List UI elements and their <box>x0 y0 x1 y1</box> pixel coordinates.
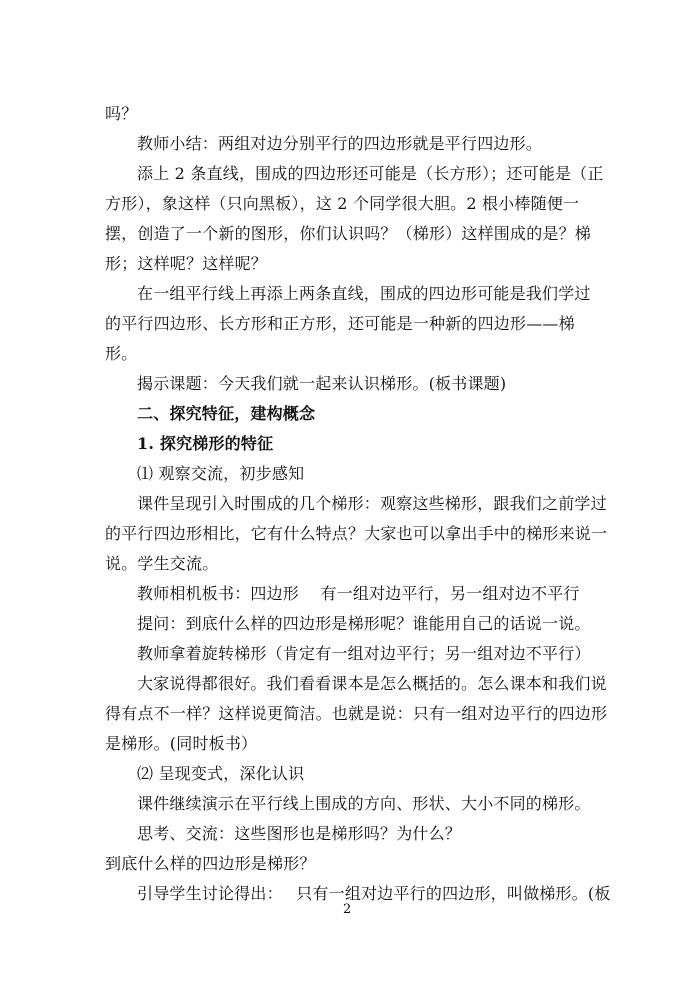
section-heading: 二、探究特征，建构概念 <box>137 404 316 423</box>
text-line-5: 摆，创造了一个新的图形，你们认识吗？（梯形）这样围成的是？梯 <box>105 224 592 243</box>
text-line-15: 的平行四边形相比，它有什么特点？大家也可以拿出手中的梯形来说一 <box>105 524 608 543</box>
text-line-26: 到底什么样的四边形是梯形？ <box>105 854 316 873</box>
text-line-22: 是梯形。(同时板书） <box>105 734 258 753</box>
page-number: 2 <box>343 902 352 917</box>
text-line-8: 的平行四边形、长方形和正方形，还可能是一种新的四边形——梯 <box>105 314 575 333</box>
text-line-4: 方形），象这样（只向黑板），这 2 个同学很大胆。2 根小棒随便一 <box>105 194 580 213</box>
text-line-10: 揭示课题：今天我们就一起来认识梯形。(板书课题) <box>137 374 507 393</box>
text-line-14: 课件呈现引入时围成的几个梯形：观察这些梯形，跟我们之前学过 <box>137 494 607 513</box>
text-line-27: 引导学生讨论得出： 只有一组对边平行的四边形，叫做梯形。(板 <box>137 884 611 903</box>
text-line-25: 思考、交流：这些图形也是梯形吗？为什么？ <box>137 824 462 843</box>
text-line-7: 在一组平行线上再添上两条直线，围成的四边形可能是我们学过 <box>137 284 591 303</box>
text-line-9: 形。 <box>105 344 138 363</box>
subsection-heading: 1. 探究梯形的特征 <box>137 434 274 453</box>
text-line-3: 添上 2 条直线，围成的四边形还可能是（长方形）；还可能是（正 <box>137 164 604 183</box>
text-line-17: 教师相机板书：四边形 有一组对边平行，另一组对边不平行 <box>137 584 580 603</box>
text-line-20: 大家说得都很好。我们看看课本是怎么概括的。怎么课本和我们说 <box>137 674 607 693</box>
text-line-1: 吗？ <box>105 104 138 123</box>
text-line-18: 提问：到底什么样的四边形是梯形呢？谁能用自己的话说一说。 <box>137 614 591 633</box>
text-line-13: ⑴ 观察交流，初步感知 <box>137 464 305 483</box>
text-line-6: 形；这样呢？这样呢？ <box>105 254 268 273</box>
text-line-24: 课件继续演示在平行线上围成的方向、形状、大小不同的梯形。 <box>137 794 591 813</box>
text-line-16: 说。学生交流。 <box>105 554 219 573</box>
text-line-19: 教师拿着旋转梯形（肯定有一组对边平行；另一组对边不平行） <box>137 644 591 663</box>
text-line-21: 得有点不一样？这样说更简洁。也就是说：只有一组对边平行的四边形 <box>105 704 608 723</box>
text-line-23: ⑵ 呈现变式，深化认识 <box>137 764 305 783</box>
text-line-2: 教师小结：两组对边分别平行的四边形就是平行四边形。 <box>137 134 543 153</box>
